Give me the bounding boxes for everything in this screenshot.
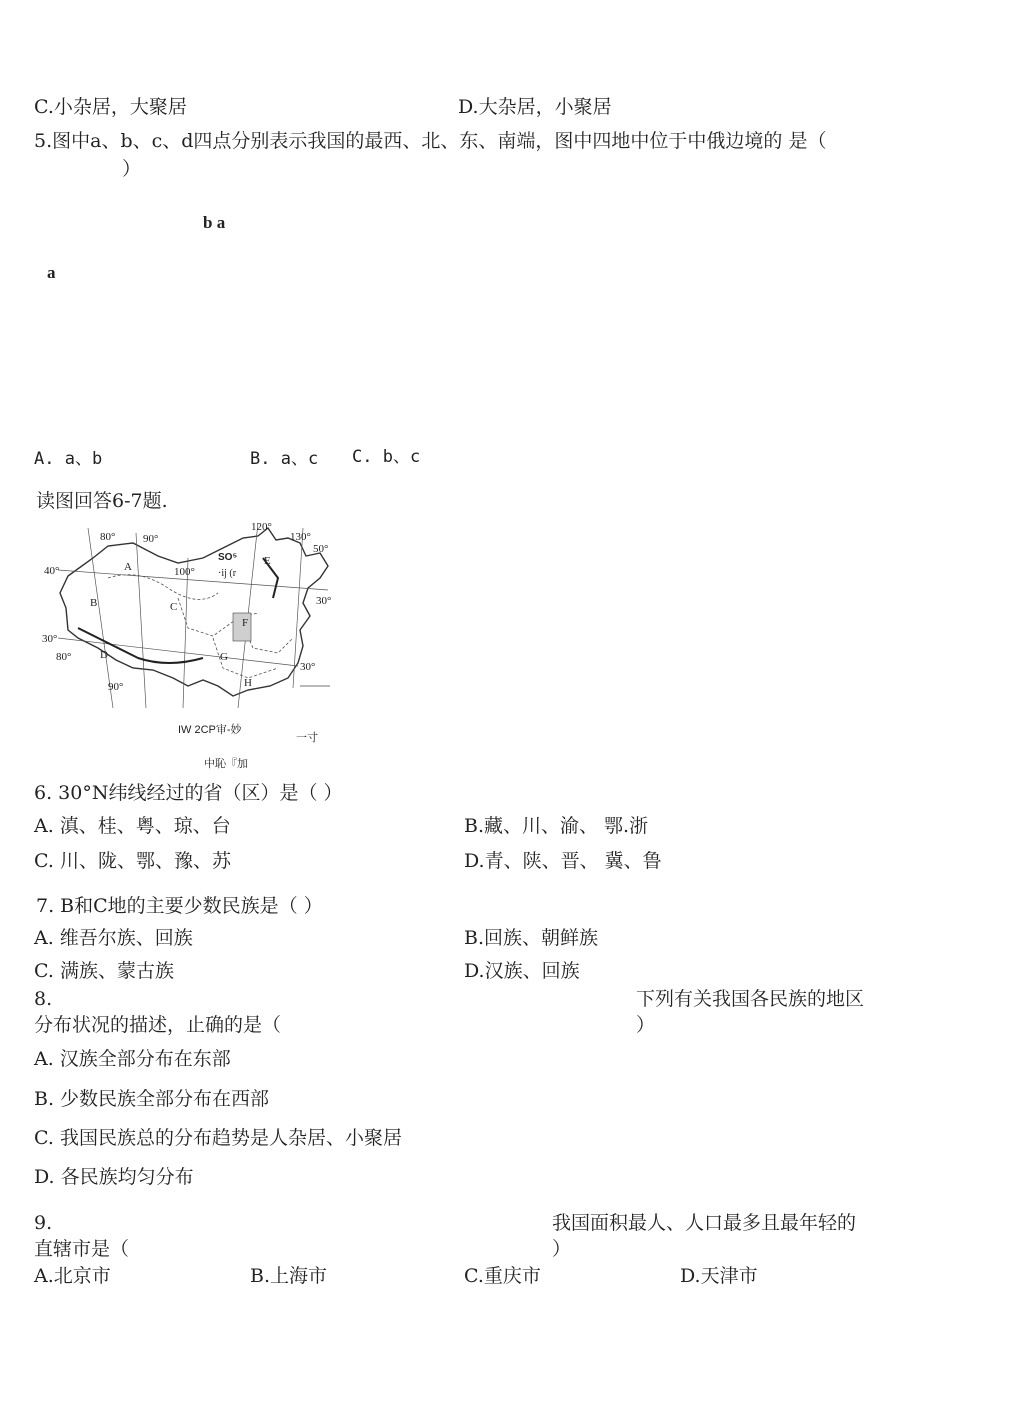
map-region-g: G — [220, 651, 228, 663]
q8-option-d: D. 各民族均匀分布 — [34, 1166, 194, 1188]
q9-option-c: C.重庆市 — [464, 1265, 541, 1287]
q6-option-a: A. 滇、桂、粤、琼、台 — [34, 815, 231, 837]
map-caption-2: 一寸 — [296, 732, 318, 744]
map-lon-100: 100° — [174, 566, 195, 578]
map-region-a: A — [124, 561, 132, 573]
map-extra-90: 90° — [108, 681, 124, 693]
map-region-d: D — [100, 649, 108, 661]
q6-option-c: C. 川、陇、鄂、豫、苏 — [34, 850, 231, 872]
china-map — [38, 518, 338, 718]
q4-option-c: C.小杂居，大聚居 — [34, 96, 187, 118]
q5-option-b: B. a、c — [250, 449, 319, 469]
q8-stem-right: 下列有关我国各民族的地区 — [636, 988, 865, 1010]
q9-option-a: A.北京市 — [34, 1265, 111, 1287]
map-extra-80: 80° — [56, 651, 72, 663]
q7-option-b: B.回族、朝鲜族 — [464, 927, 599, 949]
map-inset-text-1: SO⁵ — [218, 552, 238, 563]
q8-option-c: C. 我国民族总的分布趋势是人杂居、小聚居 — [34, 1127, 402, 1149]
map-lat-30-left: 30° — [42, 633, 58, 645]
q8-number: 8. — [34, 988, 53, 1010]
map-inset-text-2: ·ij (r — [218, 568, 237, 579]
q9-number: 9. — [34, 1212, 53, 1234]
q7-option-d: D.汉族、回族 — [464, 960, 580, 982]
map-lat-30-right-lower: 30° — [300, 661, 316, 673]
q8-stem-left: 分布状况的描述，止确的是（ — [34, 1014, 282, 1036]
map-lon-90: 90° — [143, 533, 159, 545]
map-lat-30-right-upper: 30° — [316, 595, 332, 607]
q5-stem: 5.图中a、b、c、d四点分别表示我国的最西、北、东、南端，图中四地中位于中俄边境的 是（ — [34, 130, 827, 152]
q9-stem-right: 我国面积最人、人口最多且最年轻的 — [552, 1212, 857, 1234]
q6-option-b: B.藏、川、渝、 鄂.浙 — [464, 815, 649, 837]
map-region-e: E — [264, 555, 271, 567]
map-lon-130: 130° — [290, 531, 311, 543]
q4-option-d: D.大杂居，小聚居 — [458, 96, 612, 118]
map-region-f: F — [242, 617, 249, 629]
q5-figure-label-ba: b a — [203, 213, 226, 232]
map-caption-1: IW 2CP审-妙 — [178, 724, 242, 736]
map-lon-80: 80° — [100, 531, 116, 543]
q6-stem: 6. 30°N纬线经过的省（区）是（ ） — [34, 782, 343, 804]
q5-option-c: C. b、c — [352, 447, 421, 467]
intro-6-7: 读图回答6-7题. — [36, 490, 168, 512]
q9-stem-close: ） — [552, 1238, 572, 1260]
q7-stem: 7. B和C地的主要少数民族是（ ） — [36, 895, 323, 917]
q8-stem-close: ） — [636, 1014, 656, 1036]
q9-option-d: D.天津市 — [680, 1265, 758, 1287]
q5-option-a: A. a、b — [34, 449, 103, 469]
q8-option-b: B. 少数民族全部分布在西部 — [34, 1088, 270, 1110]
q7-option-a: A. 维吾尔族、回族 — [34, 927, 193, 949]
q5-stem-close: ） — [122, 158, 142, 180]
map-region-c: C — [170, 601, 178, 613]
q7-option-c: C. 满族、蒙古族 — [34, 960, 174, 982]
map-caption-3: 中恥『加 — [204, 758, 248, 770]
china-outline — [60, 528, 328, 696]
map-lon-120: 120° — [251, 521, 272, 533]
q5-figure-label-a: a — [47, 263, 56, 282]
map-region-b: B — [90, 597, 98, 609]
q9-option-b: B.上海市 — [250, 1265, 328, 1287]
map-lat-50: 50° — [313, 543, 329, 555]
q9-stem-left: 直辖市是（ — [34, 1238, 130, 1260]
q6-option-d: D.青、陕、晋、 冀、鲁 — [464, 850, 662, 872]
q8-option-a: A. 汉族全部分布在东部 — [34, 1048, 231, 1070]
map-region-h: H — [244, 677, 252, 689]
map-lat-40: 40° — [44, 565, 60, 577]
